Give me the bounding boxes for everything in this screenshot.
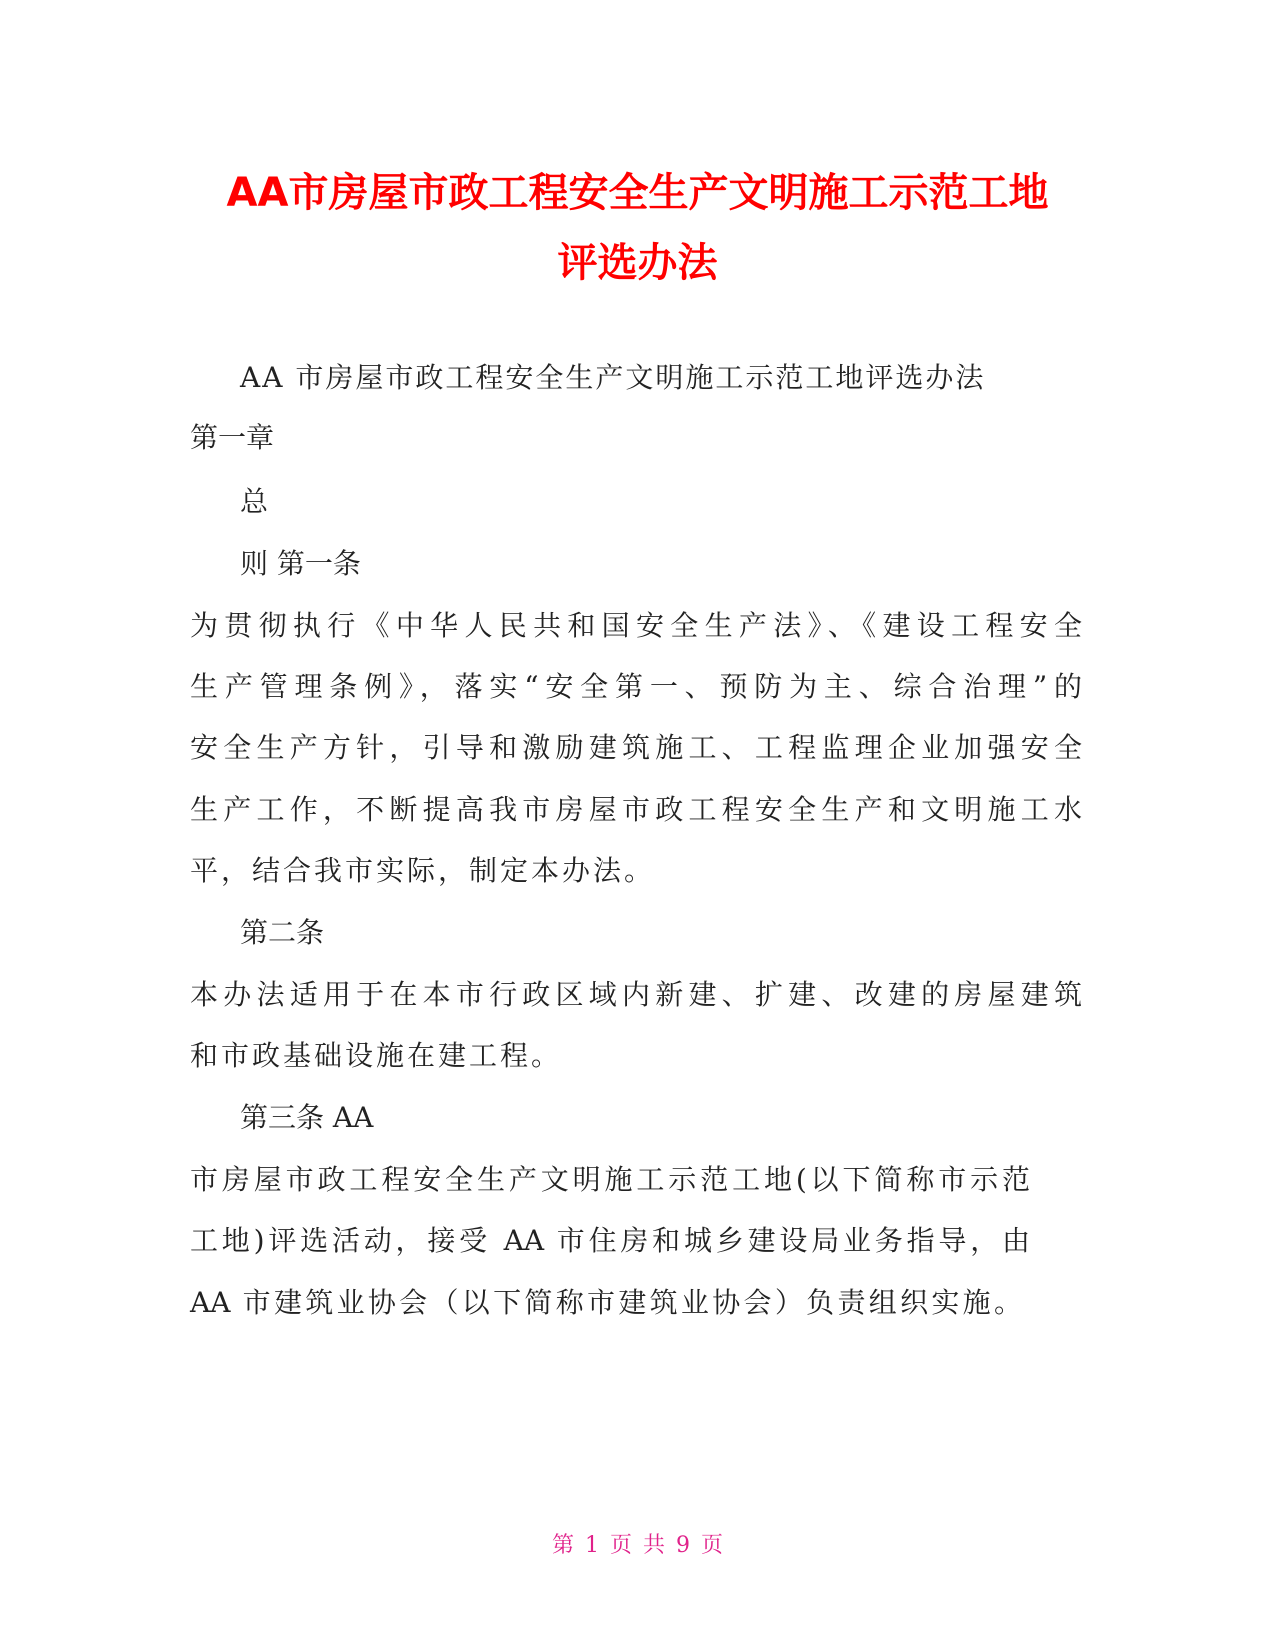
article-heading: 第三条 AA	[240, 1101, 374, 1134]
chapter-title-part-1: 总	[240, 485, 269, 518]
document-title-line-1: AA市房屋市政工程安全生产文明施工示范工地	[226, 170, 1049, 216]
paragraph-line: 生产工作，不断提高我市房屋市政工程安全生产和文明施工水	[190, 793, 1082, 826]
chapter-title-part-2: 则 第一条	[240, 547, 361, 580]
subtitle-line: AA 市房屋市政工程安全生产文明施工示范工地评选办法	[240, 361, 986, 394]
paragraph-line: 平，结合我市实际，制定本办法。	[190, 854, 656, 887]
paragraph-line: AA 市建筑业协会（以下简称市建筑业协会）负责组织实施。	[190, 1286, 1022, 1319]
document-title-line-2: 评选办法	[557, 240, 718, 286]
chapter-heading: 第一章	[190, 421, 275, 454]
paragraph-line: 生产管理条例》，落实“安全第一、预防为主、综合治理”的	[190, 670, 1082, 703]
page-number-footer: 第 1 页 共 9 页	[552, 1533, 723, 1558]
paragraph-line: 和市政基础设施在建工程。	[190, 1039, 563, 1072]
paragraph-line: 安全生产方针，引导和激励建筑施工、工程监理企业加强安全	[190, 731, 1082, 764]
paragraph-line: 市房屋市政工程安全生产文明施工示范工地(以下简称市示范	[190, 1163, 1030, 1196]
article-heading: 第二条	[240, 916, 325, 949]
paragraph-line: 工地)评选活动，接受 AA 市住房和城乡建设局业务指导，由	[190, 1224, 1030, 1257]
paragraph-line: 为贯彻执行《中华人民共和国安全生产法》、《建设工程安全	[190, 609, 1082, 642]
paragraph-line: 本办法适用于在本市行政区域内新建、扩建、改建的房屋建筑	[190, 978, 1082, 1011]
